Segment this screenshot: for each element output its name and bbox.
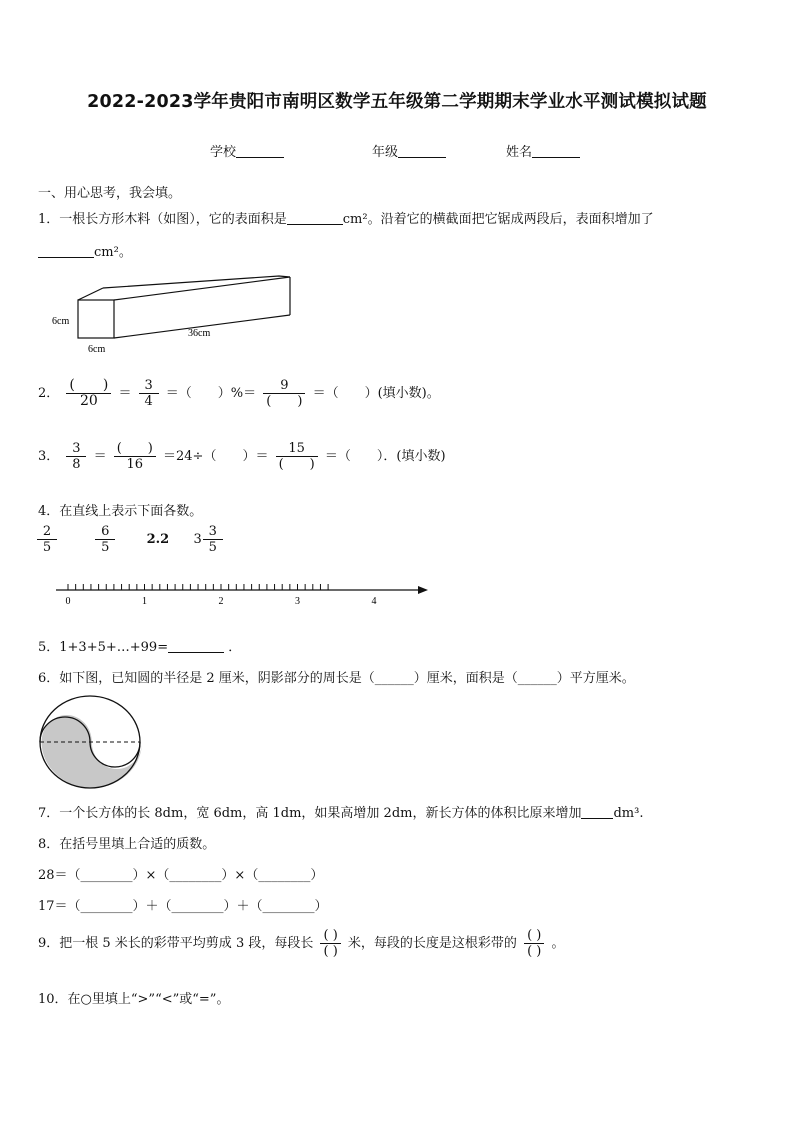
q2-fraction-1 — [66, 378, 111, 409]
q1-blank-2[interactable] — [38, 244, 94, 258]
q4-number-4-whole: 3 — [193, 532, 202, 547]
number-line-label: 0 — [65, 596, 71, 607]
q9-f2-denominator[interactable]: ( ) — [527, 944, 542, 959]
q4-number-3: 2.2 — [146, 532, 170, 547]
q1-text-a: 1．一根长方形木料（如图），它的表面积是 — [38, 212, 287, 227]
q4-number-1 — [37, 524, 57, 555]
q9-text-a: 9．把一根 5 米长的彩带平均剪成 3 段，每段长 — [38, 936, 314, 951]
number-line-label: 4 — [371, 596, 377, 607]
q9-text-c: 。 — [551, 936, 565, 951]
q3-f3-denominator[interactable]: ( ) — [278, 457, 315, 472]
question-4: 4．在直线上表示下面各数。 — [38, 504, 203, 519]
question-7 — [38, 802, 643, 821]
question-3 — [38, 441, 446, 472]
q2-fraction-2 — [139, 378, 159, 409]
q4-n4-denominator: 5 — [208, 540, 217, 555]
number-line-label: 3 — [295, 596, 300, 607]
q3-equals: ＝ — [93, 449, 107, 464]
q4-n2-denominator: 5 — [101, 540, 110, 555]
grade-blank[interactable] — [398, 144, 446, 158]
q2-f1-numerator[interactable]: ( ) — [66, 378, 111, 394]
q3-f3-numerator: 15 — [276, 441, 318, 457]
q9-fraction-2[interactable] — [524, 928, 544, 959]
q3-f2-denominator: 16 — [126, 457, 144, 472]
q2-end-text: ＝（ ）(填小数)。 — [312, 386, 440, 401]
q8-row-17[interactable]: 17＝（________）＋（________）＋（________） — [38, 899, 328, 914]
section-heading: 一、用心思考，我会填。 — [38, 186, 182, 201]
q3-fraction-2 — [114, 441, 156, 472]
q1-text-c: cm²。 — [94, 245, 132, 260]
q7-text-b: dm³. — [613, 806, 644, 821]
school-field — [210, 141, 284, 160]
q1-text-b: cm²。沿着它的横截面把它锯成两段后，表面积增加了 — [342, 212, 654, 227]
prism-width-label: 6cm — [88, 344, 106, 355]
question-2 — [38, 378, 440, 409]
number-line[interactable] — [48, 580, 438, 610]
q4-n4-numerator: 3 — [203, 524, 223, 540]
q5-blank[interactable] — [168, 639, 224, 653]
name-field — [506, 141, 580, 160]
q9-f1-denominator[interactable]: ( ) — [323, 944, 338, 959]
question-1-line1 — [38, 208, 654, 227]
school-blank[interactable] — [236, 144, 284, 158]
q9-fraction-1[interactable] — [320, 928, 340, 959]
question-9 — [38, 928, 565, 959]
q5-text: 5．1+3+5+…+99= — [38, 640, 169, 655]
q3-number: 3． — [38, 449, 60, 464]
yin-yang-circle-figure — [36, 692, 146, 792]
q2-f3-numerator: 9 — [263, 378, 305, 394]
q9-text-b: 米，每段的长度是这根彩带的 — [347, 936, 517, 951]
question-1-line2 — [38, 241, 132, 260]
grade-label: 年级 — [372, 145, 399, 160]
prism-length-label: 36cm — [188, 328, 211, 339]
q4-n2-numerator: 6 — [95, 524, 115, 540]
q3-f1-denominator: 8 — [72, 457, 81, 472]
q9-f1-numerator[interactable]: ( ) — [320, 928, 340, 944]
q3-f1-numerator: 3 — [66, 441, 86, 457]
number-line-label: 2 — [218, 596, 224, 607]
q4-numbers — [34, 524, 226, 555]
question-5 — [38, 636, 241, 655]
question-10: 10．在○里填上“>”“<”或“=”。 — [38, 992, 230, 1007]
name-blank[interactable] — [532, 144, 580, 158]
q3-mid-text: ＝24÷（ ）＝ — [163, 449, 269, 464]
question-6: 6．如下图，已知圆的半径是 2 厘米，阴影部分的周长是（______）厘米，面积是（______）平方厘米。 — [38, 671, 635, 686]
q2-f3-denominator[interactable]: ( ) — [266, 394, 303, 409]
q2-number: 2． — [38, 386, 60, 401]
prism-figure — [48, 270, 308, 360]
grade-field — [372, 141, 446, 160]
q3-end-text: ＝（ ）．(填小数) — [324, 449, 446, 464]
q4-n1-denominator: 5 — [42, 540, 52, 555]
prism-height-label: 6cm — [52, 316, 70, 327]
q5-end: ． — [228, 640, 242, 655]
school-label: 学校 — [210, 145, 237, 160]
q2-fraction-3 — [263, 378, 305, 409]
q1-blank-1[interactable] — [287, 211, 343, 225]
q9-f2-numerator[interactable]: ( ) — [524, 928, 544, 944]
q2-f2-denominator: 4 — [144, 394, 153, 409]
q4-number-2 — [95, 524, 115, 555]
q3-f2-numerator[interactable]: ( ) — [114, 441, 156, 457]
q2-equals: ＝ — [118, 386, 132, 401]
number-line-label: 1 — [142, 596, 147, 607]
question-8: 8．在括号里填上合适的质数。 — [38, 837, 216, 852]
prism-front-face — [78, 300, 114, 338]
q8-row-28[interactable]: 28＝（________）×（________）×（________） — [38, 868, 324, 883]
arrow-icon — [418, 586, 428, 594]
q2-mid-text: ＝（ ）%＝ — [165, 386, 257, 401]
q7-blank[interactable] — [581, 805, 613, 819]
q2-f2-numerator: 3 — [139, 378, 159, 394]
q4-n1-numerator: 2 — [37, 524, 57, 540]
q3-fraction-1 — [66, 441, 86, 472]
page-title: 2022-2023学年贵阳市南明区数学五年级第二学期期末学业水平测试模拟试题 — [87, 92, 707, 112]
q7-text-a: 7．一个长方体的长 8dm，宽 6dm，高 1dm，如果高增加 2dm，新长方体的体积比原来增加 — [38, 806, 582, 821]
q3-fraction-3 — [276, 441, 318, 472]
q2-f1-denominator: 20 — [79, 393, 98, 409]
name-label: 姓名 — [506, 145, 533, 160]
q4-number-4-frac — [203, 524, 223, 555]
